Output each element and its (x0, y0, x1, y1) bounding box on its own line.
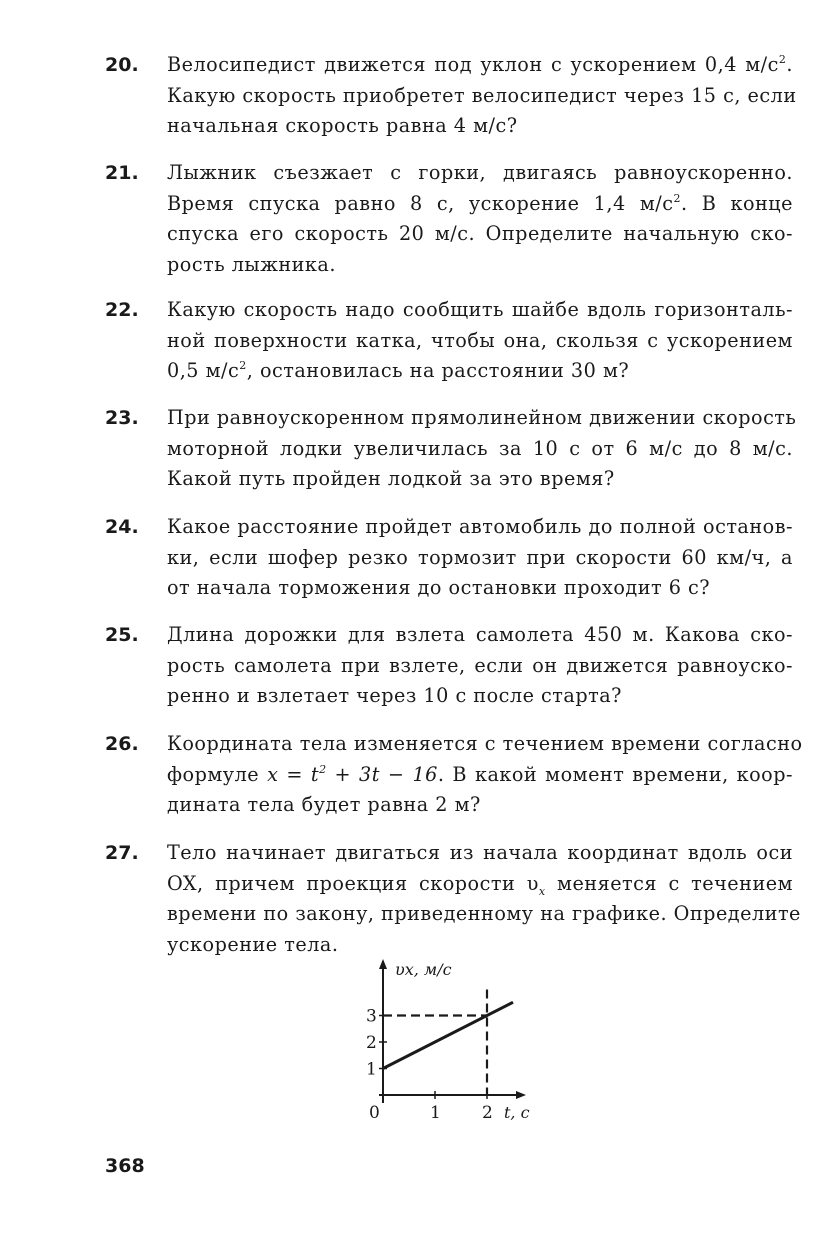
text-line: 0,5 $м/с^2$, остановилась на расстоянии 30 м? (167, 359, 630, 382)
text-line: Лыжник съезжает с горки, двигаясь равноускоренно. (167, 161, 793, 184)
x-axis-arrow-icon (516, 1091, 526, 1099)
problem-text (167, 158, 793, 280)
text-line: Координата тела изменяется с течением времени согласно (167, 732, 803, 755)
x-axis-label: t, с (504, 1103, 530, 1122)
x-tick-label: 1 (430, 1103, 441, 1123)
text-line: рость лыжника. (167, 252, 336, 276)
text-line: OX, причем проекция скорости $\upsilon_x$ меняется с течением (167, 871, 794, 898)
text-line: моторной лодки увеличилась за 10 с от 6 м/с до 8 м/с. (167, 436, 793, 460)
text-line: от начала торможения до остановки проходит 6 с? (167, 576, 711, 599)
problem-number: 23. (105, 407, 139, 429)
problem-number: 21. (105, 162, 139, 184)
text-line: Время спуска равно 8 с, ускорение 1,4 $м/с^2$. В конце (167, 191, 793, 215)
x-tick-label: 2 (482, 1103, 493, 1123)
y-tick-label: 3 (366, 1006, 377, 1027)
text-line: спуска его скорость 20 м/с. Определите начальную ско- (167, 222, 793, 245)
problem-text (167, 295, 793, 387)
text-line: ки, если шофер резко тормозит при скорости 60 км/ч, а (167, 545, 793, 569)
problem-text (167, 403, 797, 495)
x-tick-label: 0 (369, 1103, 380, 1123)
text-line: дината тела будет равна 2 м? (167, 793, 481, 816)
problem-text (167, 729, 803, 821)
text-line: Какое расстояние пройдет автомобиль до полной останов- (167, 515, 793, 538)
text-line: времени по закону, приведенному на графике. Определите (167, 902, 801, 925)
problem-text (167, 50, 797, 142)
problem-number: 22. (105, 299, 139, 321)
text-line: ренно и взлетает через 10 с после старта? (167, 684, 622, 707)
series-line (383, 1002, 513, 1068)
formula: $x = t^2 + 3t - 16$ (267, 762, 438, 786)
problem-number: 27. (105, 842, 139, 864)
text-line: Тело начинает двигаться из начала координат вдоль оси (167, 841, 793, 864)
y-tick-label: 1 (366, 1059, 377, 1080)
text-line: Длина дорожки для взлета самолета 450 м. Какова ско- (167, 623, 793, 646)
problem-text (167, 512, 793, 604)
text-line: формуле $x = t^2 + 3t - 16$. В какой момент времени, коор- (167, 762, 793, 786)
problem-number: 26. (105, 733, 139, 755)
problem-text (167, 838, 801, 960)
problem-text (167, 620, 793, 712)
page-number: 368 (105, 1155, 145, 1177)
y-axis-label: υx, м/с (395, 960, 452, 979)
text-line: Какой путь пройден лодкой за это время? (167, 467, 615, 490)
text-line: При равноускоренном прямолинейном движении скорость (167, 406, 797, 429)
y-axis-arrow-icon (379, 959, 387, 969)
text-line: Какую скорость надо сообщить шайбе вдоль горизонталь- (167, 298, 793, 321)
text-line: рость самолета при взлете, если он движется равноуско- (167, 653, 793, 677)
velocity-time-graph (350, 955, 550, 1125)
text-line: ускорение тела. (167, 932, 339, 956)
text-line: ной поверхности катка, чтобы она, скользя с ускорением (167, 328, 793, 352)
text-line: начальная скорость равна 4 м/с? (167, 114, 518, 137)
text-line: Велосипедист движется под уклон с ускорением 0,4 $м/с^2$. (167, 53, 793, 76)
problem-number: 20. (105, 54, 139, 76)
text-line: Какую скорость приобретет велосипедист через 15 с, если (167, 83, 797, 107)
y-tick-label: 2 (366, 1033, 377, 1053)
problem-number: 25. (105, 624, 139, 646)
problem-number: 24. (105, 516, 139, 538)
